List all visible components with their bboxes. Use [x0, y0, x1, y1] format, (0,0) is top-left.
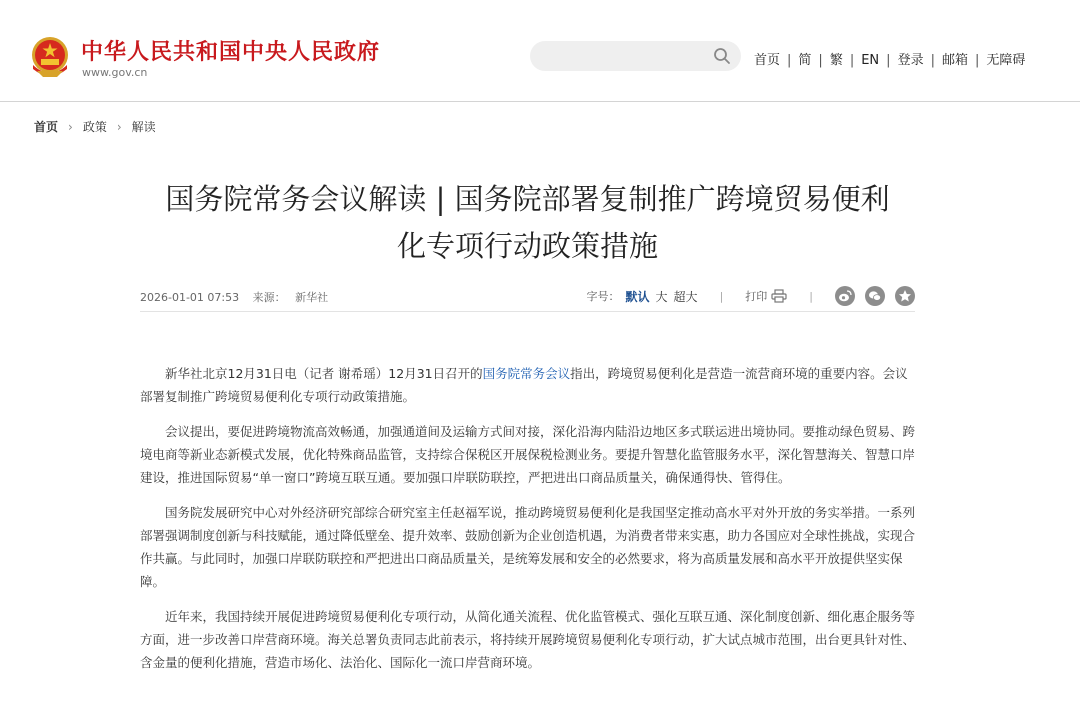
article-title-line1: 国务院常务会议解读 | 国务院部署复制推广跨境贸易便利: [165, 182, 890, 216]
nav-accessibility-link[interactable]: 无障碍: [986, 53, 1026, 68]
favorite-star-icon: [898, 289, 912, 303]
article-tools: [587, 285, 915, 307]
breadcrumb-policy[interactable]: 政策: [82, 120, 107, 134]
share-wechat-button[interactable]: [865, 286, 885, 306]
breadcrumb: [34, 118, 156, 135]
site-url: www.gov.cn: [82, 66, 148, 79]
nav-mail-link[interactable]: 邮箱: [941, 53, 968, 68]
nav-separator: |: [818, 53, 823, 68]
share-weibo-button[interactable]: [835, 286, 855, 306]
nav-separator: |: [849, 53, 855, 68]
article-info: [140, 289, 328, 305]
divider: |: [809, 289, 813, 303]
nav-english-link[interactable]: EN: [861, 53, 880, 68]
paragraph-1-rest: 指出，跨境贸易便利化是营造一流营商环境的重要内容。会议部署复制推广跨境贸易便利化专项行动政策措施。: [140, 366, 908, 404]
article-meta: [140, 285, 915, 312]
national-emblem-logo[interactable]: [29, 35, 71, 79]
print-button[interactable]: [745, 288, 787, 304]
top-nav: [754, 49, 1025, 68]
state-council-meeting-link[interactable]: 国务院常务会议: [482, 366, 571, 381]
nav-login-link[interactable]: 登录: [897, 53, 924, 68]
paragraph-1: [140, 362, 915, 408]
breadcrumb-interpretation[interactable]: 解读: [131, 120, 156, 134]
wechat-icon: [868, 289, 882, 303]
nav-traditional-link[interactable]: 繁: [829, 53, 843, 68]
site-header: [0, 0, 1080, 102]
nav-home-link[interactable]: 首页: [754, 53, 781, 68]
font-size-extra-large[interactable]: 超大: [673, 289, 698, 304]
font-size-label: 字号：: [586, 290, 620, 303]
printer-icon: [771, 289, 787, 303]
print-label: 打印: [745, 290, 768, 303]
article-title-line2: 化专项行动政策措施: [396, 229, 658, 263]
article-body: [140, 362, 915, 686]
chevron-right-icon: ›: [116, 120, 122, 134]
nav-separator: |: [974, 53, 980, 68]
nav-separator: |: [930, 53, 935, 68]
paragraph-3: 国务院发展研究中心对外经济研究部综合研究室主任赵福军说，推动跨境贸易便利化是我国坚定推动高水平对外开放的务实举措。一系列部署强调制度创新与科技赋能，通过降低壁垒、提升效率、鼓励创新为企业创造机遇，为消费者带来实惠，助力各国应对全球性挑战，实现合作共赢。与此同时，加强口岸联防联控和严把进出口商品质量关，是统筹发展和安全的必然要求，将为高质量发展和高水平开放提供坚实保障。: [140, 505, 916, 589]
paragraph-4: 近年来，我国持续开展促进跨境贸易便利化专项行动，从简化通关流程、优化监管模式、强化互联互通、深化制度创新、细化惠企服务等方面，进一步改善口岸营商环境。海关总署负责同志此前表示，将持续开展跨境贸易便利化专项行动，扩大试点城市范围，出台更具针对性、含金量的便利化措施，营造市场化、法治化、国际化一流口岸营商环境。: [140, 609, 916, 670]
nav-simplified-link[interactable]: 简: [798, 53, 812, 68]
weibo-icon: [838, 289, 852, 303]
source-name: 新华社: [295, 291, 329, 304]
article-title: [140, 176, 915, 270]
search-icon[interactable]: [713, 47, 731, 65]
site-title[interactable]: 中华人民共和国中央人民政府: [81, 40, 381, 65]
breadcrumb-home[interactable]: 首页: [34, 120, 59, 134]
favorite-button[interactable]: [895, 286, 915, 306]
search-input[interactable]: [530, 41, 741, 71]
divider: |: [719, 289, 724, 303]
chevron-right-icon: ›: [68, 120, 73, 134]
font-size-default[interactable]: 默认: [625, 289, 650, 304]
nav-separator: |: [787, 53, 792, 68]
source-label: 来源：: [252, 291, 286, 304]
nav-separator: |: [886, 53, 891, 68]
paragraph-2: 会议提出，要促进跨境物流高效畅通，加强通道间及运输方式间对接，深化沿海内陆沿边地区多式联运进出境协同。要推动绿色贸易、跨境电商等新业态新模式发展，优化特殊商品监管，支持综合保税区开展保税检测业务。要提升智慧化监管服务水平，深化智慧海关、智慧口岸建设，推进国际贸易“单一窗口”跨境互联互通。要加强口岸联防联控，严把进出口商品质量关，确保通得快、管得住。: [140, 424, 916, 485]
publish-date: 2026-01-01 07:53: [140, 291, 240, 304]
font-size-large[interactable]: 大: [655, 289, 668, 304]
paragraph-1-lead: 新华社北京12月31日电（记者 谢希瑶）12月31日召开的: [165, 366, 483, 381]
